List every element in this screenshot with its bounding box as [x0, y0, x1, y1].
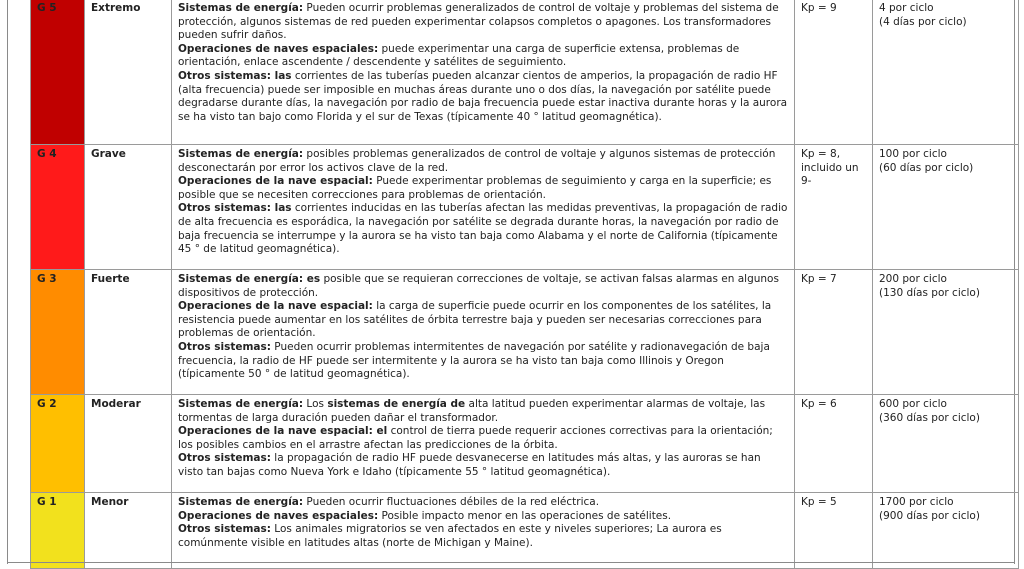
frequency-cell: [873, 270, 1019, 395]
level-cell: G 5: [31, 0, 85, 145]
effect-text: Puede experimentar problemas de seguimiento y carga en la superficie; es posible que se necesiten correcciones para problemas de orientación.: [178, 175, 772, 201]
effect-paragraph: [178, 70, 788, 124]
effect-text: posibles problemas generalizados de control de voltaje y algunos sistemas de protección desconectarán por error los activos clave de la red.: [178, 148, 776, 174]
frequency-cell: [873, 0, 1019, 145]
level-cell: G 1: [31, 493, 85, 569]
effects-cell: [172, 270, 795, 395]
effect-paragraph: [178, 202, 788, 256]
effect-paragraph: [178, 452, 788, 479]
effect-text: control de tierra puede requerir acciones correctivas para la orientación; los posibles cambios en el arrastre afectan las predicciones de la órbita.: [178, 425, 773, 451]
frequency-days: (360 días por ciclo): [879, 411, 980, 424]
effect-text: Posible impacto menor en las operaciones de satélites.: [378, 509, 672, 522]
effect-label: Sistemas de energía:: [178, 148, 304, 160]
effect-text: la propagación de radio HF puede desvanecerse en latitudes más altas, y las auroras se han visto tan bajas como Nueva York e Idaho (típicamente 55 ° latitud geomagnética).: [178, 452, 761, 478]
descriptor-cell: Extremo: [85, 0, 172, 145]
scale-row: [31, 493, 1019, 569]
kp-cell: Kp = 9: [795, 0, 873, 145]
frequency-per-cycle: 200 por ciclo: [879, 273, 947, 285]
effects-cell: [172, 493, 795, 569]
kp-cell: Kp = 8, incluido un 9-: [795, 145, 873, 270]
effect-text: corrientes inducidas en las tuberías afectan las medidas preventivas, la propagación de radio de alta frecuencia es esporádica, la navegación por satélite se degrada durante horas, la navegación por radio de baja frecuencia se interrumpe y la aurora se ha visto tan baja como Alabama y el norte de California (típicamente 45 ° de latitud geomagnética).: [178, 202, 788, 256]
effect-text: posible que se requieran correcciones de voltaje, se activan falsas alarmas en algunos dispositivos de protección.: [178, 273, 779, 299]
effect-label: Otros sistemas: las: [178, 202, 292, 215]
effect-label: sistemas de energía de: [327, 398, 466, 410]
scale-row: [31, 395, 1019, 493]
level-cell: G 3: [31, 270, 85, 395]
effect-paragraph: [178, 2, 788, 43]
frequency-per-cycle: 4 por ciclo: [879, 2, 934, 14]
frequency-days: (130 días por ciclo): [879, 286, 980, 299]
effect-label: Otros sistemas:: [178, 340, 271, 353]
scale-row: [31, 145, 1019, 270]
kp-cell: Kp = 7: [795, 270, 873, 395]
effect-paragraph: [178, 273, 788, 300]
geomagnetic-storm-scale-table: [30, 0, 1019, 569]
effect-text: Los animales migratorios se ven afectados en este y niveles superiores; La aurora es comúnmente visible en latitudes altas (norte de Michigan y Maine).: [178, 523, 722, 549]
frequency-cell: [873, 395, 1019, 493]
effect-paragraph: [178, 425, 788, 452]
descriptor-cell: Grave: [85, 145, 172, 270]
effect-label: Sistemas de energía: es: [178, 273, 321, 285]
effect-text: alta latitud pueden experimentar alarmas de voltaje, las tormentas de larga duración pueden dañar el transformador.: [178, 398, 766, 424]
effect-text: Pueden ocurrir fluctuaciones débiles de la red eléctrica.: [303, 496, 600, 508]
bottom-border: [7, 562, 1015, 563]
frequency-per-cycle: 100 por ciclo: [879, 148, 947, 160]
effect-text: corrientes de las tuberías pueden alcanzar cientos de amperios, la propagación de radio HF (alta frecuencia) puede ser imposible en muchas áreas durante uno o dos días, la navegación por satélite puede degradarse durante días, la navegación por radio de baja frecuencia puede estar inactiva durante horas y la aurora se ha visto tan bajo como Florida y el sur de Texas (típicamente 40 ° latitud geomagnética).: [178, 69, 788, 123]
frequency-cell: [873, 145, 1019, 270]
effect-text: Pueden ocurrir problemas generalizados de control de voltaje y problemas del sistema de protección, algunos sistemas de red pueden experimentar colapsos completos o apagones. Los transformadores pueden sufrir daños.: [178, 2, 779, 42]
descriptor-cell: Menor: [85, 493, 172, 569]
frequency-days: (60 días por ciclo): [879, 161, 974, 174]
scale-row: [31, 0, 1019, 145]
effect-label: Otros sistemas: las: [178, 69, 292, 82]
effect-text: la carga de superficie puede ocurrir en los componentes de los satélites, la resistencia puede aumentar en los satélites de órbita terrestre baja y pueden ser necesarias correcciones para problemas de orientación.: [178, 300, 772, 340]
effect-paragraph: [178, 148, 788, 175]
effect-paragraph: [178, 43, 788, 70]
level-cell: G 2: [31, 395, 85, 493]
effect-label: Sistemas de energía:: [178, 496, 304, 508]
effect-label: Sistemas de energía:: [178, 2, 304, 14]
effects-cell: [172, 0, 795, 145]
effect-label: Otros sistemas:: [178, 452, 271, 465]
effect-paragraph: [178, 175, 788, 202]
frequency-per-cycle: 600 por ciclo: [879, 398, 947, 410]
effect-label: Operaciones de naves espaciales:: [178, 509, 379, 522]
effect-label: Operaciones de la nave espacial:: [178, 175, 373, 188]
effect-text: puede experimentar una carga de superficie extensa, problemas de orientación, enlace ascendente / descendente y satélites de seguimiento.: [178, 42, 740, 69]
effect-label: Sistemas de energía:: [178, 398, 304, 410]
scale-row: [31, 270, 1019, 395]
effect-label: Otros sistemas:: [178, 523, 271, 536]
effect-paragraph: [178, 341, 788, 382]
effect-text: Pueden ocurrir problemas intermitentes de navegación por satélite y radionavegación de baja frecuencia, la radio de HF puede ser intermitente y la aurora se ha visto tan baja como Illinois y Oregon (típicamente 50 ° de latitud geomagnética).: [178, 340, 770, 381]
effect-text: Los: [303, 398, 328, 410]
effects-cell: [172, 145, 795, 270]
frequency-per-cycle: 1700 por ciclo: [879, 496, 954, 508]
effect-label: Operaciones de naves espaciales:: [178, 42, 379, 55]
effects-cell: [172, 395, 795, 493]
effect-paragraph: [178, 510, 788, 524]
effect-paragraph: [178, 398, 788, 425]
effect-paragraph: [178, 496, 788, 510]
level-cell: G 4: [31, 145, 85, 270]
kp-cell: Kp = 5: [795, 493, 873, 569]
effect-paragraph: [178, 523, 788, 550]
kp-cell: Kp = 6: [795, 395, 873, 493]
effect-label: Operaciones de la nave espacial: el: [178, 425, 388, 438]
effect-label: Operaciones de la nave espacial:: [178, 300, 373, 313]
frequency-days: (4 días por ciclo): [879, 15, 967, 28]
descriptor-cell: Fuerte: [85, 270, 172, 395]
effect-paragraph: [178, 300, 788, 341]
frequency-cell: [873, 493, 1019, 569]
frequency-days: (900 días por ciclo): [879, 509, 980, 522]
descriptor-cell: Moderar: [85, 395, 172, 493]
